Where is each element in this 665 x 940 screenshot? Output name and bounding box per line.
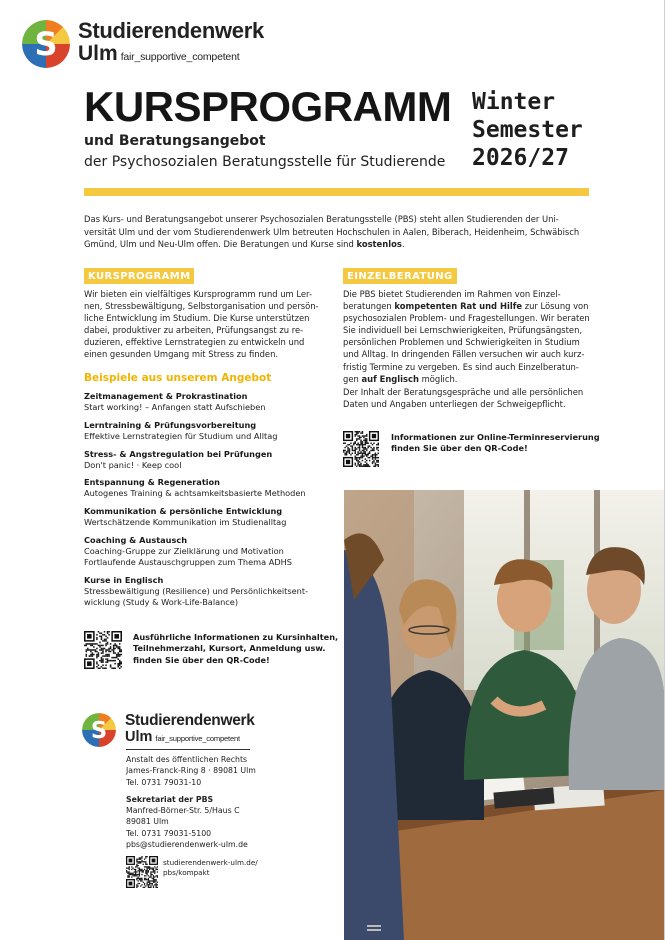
einzelberatung-text — [343, 288, 593, 410]
einzelberatung-line: psychosozialen Problem- und Fragestellungen. Wir beraten — [343, 313, 590, 324]
brand-logo — [22, 20, 264, 68]
course-list — [84, 391, 334, 615]
kursprogramm-line: einen gesunden Umgang mit Stress zu finden. — [84, 349, 279, 360]
course-title: Kommunikation & persönliche Entwicklung — [84, 506, 283, 517]
intro-bold: kostenlos — [356, 239, 402, 250]
termin-qr-code[interactable] — [343, 431, 379, 467]
brand-name: Studierendenwerk — [78, 18, 264, 43]
qr-note-line: Teilnehmerzahl, Kursort, Anmeldung usw. — [133, 643, 326, 654]
kursprogramm-line: liche Entwicklung im Studium. Die Kurse unterstützen — [84, 313, 310, 324]
intro-line: Gmünd, Ulm und Neu-Ulm offen. Die Beratungen und Kurse sind — [84, 239, 357, 250]
course-title: Coaching & Austausch — [84, 534, 188, 545]
page-mark — [367, 929, 381, 931]
footer-logo — [82, 713, 255, 747]
intro-paragraph — [84, 213, 590, 251]
footer-office-title: Sekretariat der PBS — [126, 794, 214, 804]
kursprogramm-line: nen, Stressbewältigung, Selbstorganisation und persön- — [84, 301, 319, 312]
einzelberatung-line: beratungen kompetenten Rat und Hilfe zur Lösung von — [343, 301, 589, 312]
semester-label — [472, 88, 583, 172]
einzelberatung-line: persönlichen Problemen und Schwierigkeiten in Studium — [343, 337, 580, 348]
course-description: wicklung (Study & Work-Life-Balance) — [84, 597, 239, 608]
kursprogramm-line: dabei, produktiver zu arbeiten, Prüfungsangst zu re- — [84, 325, 304, 336]
einzelberatung-line: Die PBS bietet Studierenden im Rahmen von Einzel- — [343, 289, 561, 299]
page-title: KURSPROGRAMM — [84, 83, 452, 130]
course-item — [84, 420, 334, 442]
course-description: Don't panic! · Keep cool — [84, 459, 182, 470]
einzelberatung-line: und Alltag. In dringenden Fällen versuchen wir auch kurz- — [343, 349, 585, 360]
footer-qr-code[interactable] — [126, 856, 158, 888]
intro-line: versität Ulm und der vom Studierendenwerk Ulm betreuten Hochschulen in Aalen, Biberach, Heidenheim, Schwäbisch — [84, 226, 580, 237]
footer-address — [126, 754, 256, 850]
course-title: Stress- & Angstregulation bei Prüfungen — [84, 448, 273, 459]
footer-url-line: studierendenwerk-ulm.de/ — [163, 858, 258, 867]
footer-legal: Anstalt des öffentlichen Rechts — [126, 755, 248, 764]
page-subtitle: und Beratungsangebot — [84, 133, 266, 149]
course-item — [84, 506, 334, 528]
page-mark — [367, 925, 381, 927]
course-description: Start working! – Anfangen statt Aufschieben — [84, 402, 266, 412]
semester-line-2: Semester — [472, 117, 583, 143]
footer-phone: Tel. 0731 79031-10 — [126, 777, 202, 787]
semester-line-1: Winter — [472, 89, 556, 115]
intro-line: Das Kurs- und Beratungsangebot unserer Psychosozialen Beratungsstelle (PBS) steht allen Studierenden der Uni- — [84, 214, 559, 224]
svg-text:S: S — [90, 717, 108, 744]
kursprogramm-text — [84, 288, 334, 361]
kurs-qr-code[interactable] — [84, 631, 122, 669]
course-description: Autogenes Training & achtsamkeitsbasierte Methoden — [84, 488, 306, 499]
footer-url[interactable] — [163, 858, 258, 878]
course-description: Stressbewältigung (Resilience) und Persönlichkeitsent- — [84, 585, 309, 596]
kursprogramm-line: duzieren, effektive Lernstrategien zu entwickeln und — [84, 337, 305, 348]
einzelberatung-line: fristig Termine zu vergeben. Es sind auch Einzelberatun- — [343, 361, 579, 372]
brand-city: Ulm — [78, 42, 118, 65]
qr-note-line: finden Sie über den QR-Code! — [391, 443, 528, 454]
einzelberatung-line: Sie individuell bei Lernschwierigkeiten, Prüfungsängsten, — [343, 325, 583, 336]
course-description: Effektive Lernstrategien für Studium und Alltag — [84, 430, 278, 441]
termin-qr-note — [391, 432, 600, 455]
course-title: Lerntraining & Prüfungsvorbereitung — [84, 419, 257, 430]
qr-note-line: Informationen zur Online-Terminreservierung — [391, 432, 600, 442]
course-item — [84, 535, 334, 568]
einzelberatung-badge: EINZELBERATUNG — [343, 268, 457, 284]
kursprogramm-badge: KURSPROGRAMM — [84, 268, 194, 284]
course-title: Zeitmanagement & Prokrastination — [84, 391, 248, 401]
kurs-qr-note — [133, 632, 338, 666]
footer-office-city: 89081 Ulm — [126, 817, 169, 827]
footer-url-line: pbs/kompakt — [163, 868, 210, 877]
brand-logo-mark — [22, 20, 70, 68]
course-item — [84, 477, 334, 499]
footer-office-street: Manfred-Börner-Str. 5/Haus C — [126, 806, 240, 816]
footer-office-phone: Tel. 0731 79031-5100 — [126, 828, 212, 838]
course-description: Coaching-Gruppe zur Zielklärung und Motivation — [84, 545, 284, 556]
footer-divider — [126, 749, 250, 750]
intro-punct: . — [401, 239, 405, 250]
course-title: Entspannung & Regeneration — [84, 477, 221, 488]
qr-note-line: finden Sie über den QR-Code! — [133, 654, 270, 665]
svg-text:S: S — [34, 25, 58, 63]
brand-tagline: fair_supportive_competent — [120, 51, 240, 63]
footer-brand-name: Studierendenwerk — [125, 712, 255, 729]
kursprogramm-line: Wir bieten ein vielfältiges Kursprogramm rund um Ler- — [84, 289, 312, 299]
course-title: Kurse in Englisch — [84, 574, 164, 585]
footer-office-email[interactable]: pbs@studierendenwerk-ulm.de — [126, 840, 248, 850]
footer-brand-tagline: fair_supportive_competent — [155, 733, 240, 743]
course-description: Wertschätzende Kommunikation im Studienalltag — [84, 517, 287, 528]
footer-street: James-Franck-Ring 8 · 89081 Ulm — [126, 766, 256, 776]
page-subtitle-2: der Psychosozialen Beratungsstelle für Studierende — [84, 154, 446, 170]
einzelberatung-line: Daten und Angaben unterliegen der Schweigepflicht. — [343, 398, 566, 409]
qr-note-line: Ausführliche Informationen zu Kursinhalten, — [133, 632, 339, 642]
einzelberatung-line: Der Inhalt der Beratungsgespräche und alle persönlichen — [343, 386, 584, 397]
course-item — [84, 575, 334, 608]
footer-brand-city: Ulm — [125, 728, 153, 745]
course-item — [84, 391, 334, 413]
semester-line-3: 2026/27 — [472, 145, 569, 171]
footer-logo-mark — [82, 713, 116, 747]
einzelberatung-line: gen auf Englisch möglich. — [343, 373, 458, 384]
course-item — [84, 449, 334, 471]
examples-heading: Beispiele aus unserem Angebot — [84, 372, 272, 384]
students-photo — [344, 490, 665, 940]
yellow-divider — [84, 188, 589, 196]
course-description: Fortlaufende Austauschgruppen zum Thema ADHS — [84, 557, 292, 568]
